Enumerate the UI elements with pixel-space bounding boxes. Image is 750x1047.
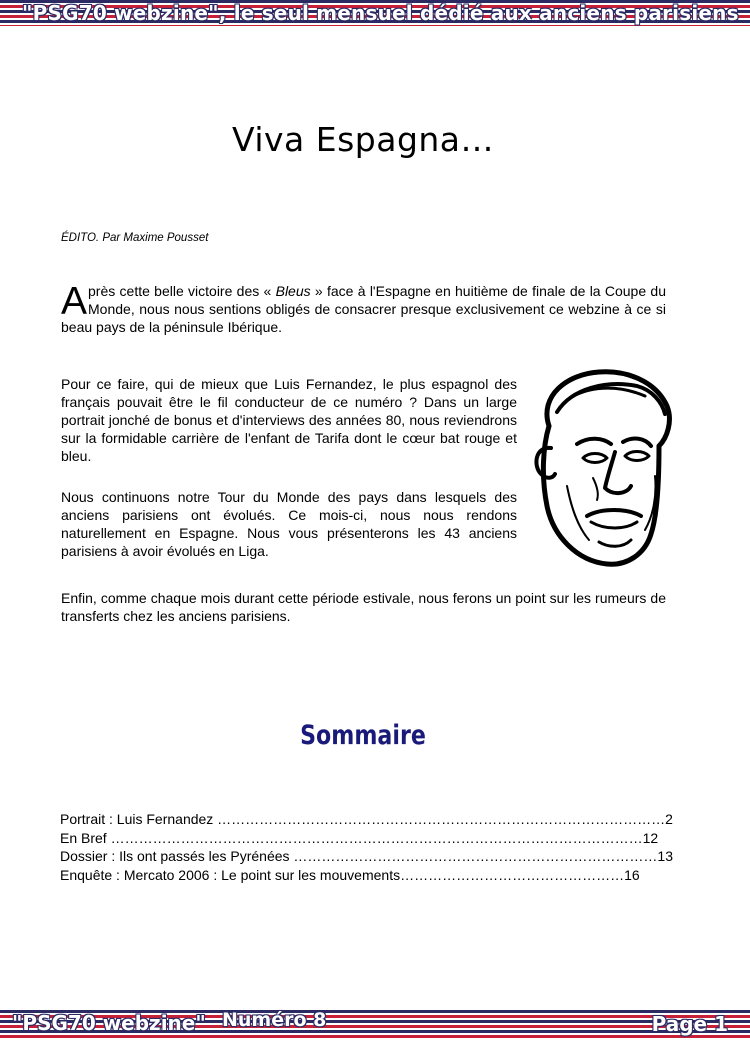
intro-text-start: près cette belle victoire des « xyxy=(88,283,276,299)
page-title: Viva Espagna… xyxy=(231,120,495,159)
footer-webzine-name: "PSG70 webzine" xyxy=(12,1011,206,1035)
sommaire-heading: Sommaire xyxy=(300,720,426,751)
header-banner-text: "PSG70 webzine", le seul mensuel dédié aux anciens parisiens xyxy=(22,1,739,25)
toc-item: Dossier : Ils ont passés les Pyrénées ……………………………………………………………………13 xyxy=(60,848,674,864)
intro-emphasis: Bleus xyxy=(275,283,311,299)
paragraph-portrait: Pour ce faire, qui de mieux que Luis Fernandez, le plus espagnol des français pouvait être le fil conducteur de ce numéro ? Dans un large portrait jonché de bonus et d'interviews des années 80, nous reviendrons sur la formidable carrière de l'enfant de Tarifa dont le cœur bat rouge et bleu. xyxy=(61,376,517,464)
toc-item: Enquête : Mercato 2006 : Le point sur les mouvements…………………………………………16 xyxy=(60,866,640,883)
caricature-icon xyxy=(527,366,673,571)
toc-item: En Bref ……………………………………………………………………………………………………12 xyxy=(60,829,659,846)
edito-byline: ÉDITO. Par Maxime Pousset xyxy=(61,232,209,244)
footer-page-number: Page 1 xyxy=(651,1012,728,1036)
intro-text-end: » face à l'Espagne en huitième de finale de la Coupe du Monde, nous nous sentions obligés de consacrer presque exclusivement ce webzine à ce si beau pays de la péninsule Ibérique. xyxy=(61,283,666,335)
table-of-contents xyxy=(60,810,673,884)
toc-item: Portrait : Luis Fernandez ……………………………………………………………………………………2 xyxy=(60,811,673,827)
paragraph-transferts: Enfin, comme chaque mois durant cette période estivale, nous ferons un point sur les rumeurs de transferts chez les anciens parisiens. xyxy=(61,590,666,624)
paragraph-tour-du-monde: Nous continuons notre Tour du Monde des pays dans lesquels des anciens parisiens ont évolués. Ce mois-ci, nous nous rendons naturellement en Espagne. Nous vous présenterons les 43 anciens parisiens à avoir évolués en Liga. xyxy=(61,489,517,559)
intro-paragraph xyxy=(61,282,666,336)
drop-cap: A xyxy=(61,280,88,323)
footer-issue-number: Numéro 8 xyxy=(222,1009,327,1031)
